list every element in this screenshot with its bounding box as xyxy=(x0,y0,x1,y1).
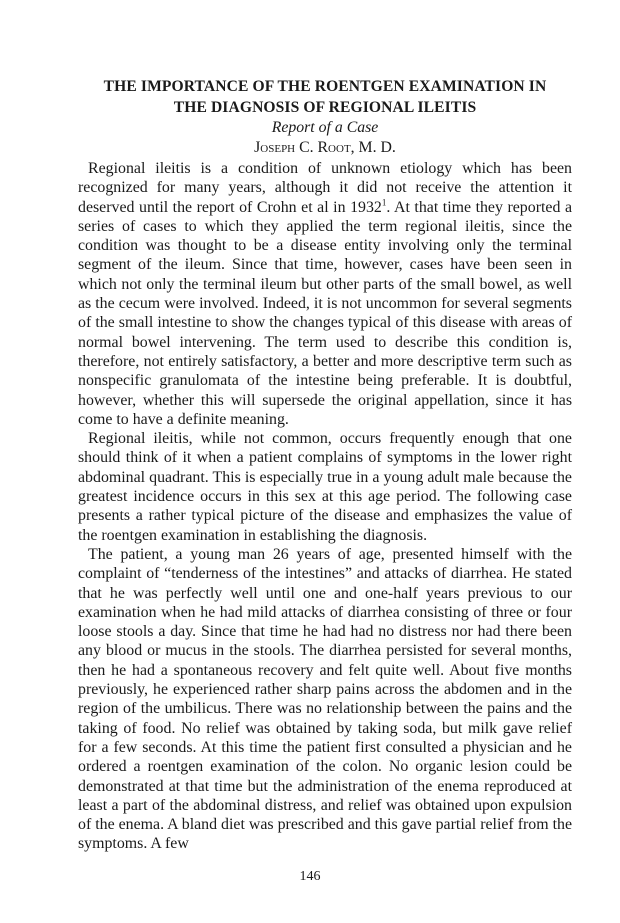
paragraph-1 xyxy=(78,159,572,429)
page-number: 146 xyxy=(299,869,321,884)
reference-marker: 1 xyxy=(381,197,387,208)
title-line-2: THE DIAGNOSIS OF REGIONAL ILEITIS xyxy=(173,99,477,116)
paragraph-3: The patient, a young man 26 years of age, presented himself with the complaint of “tenderness of the intestines” and attacks of diarrhea. He stated that he was perfectly well until one and one-half years previous to our examination when he had mild attacks of diarrhea consisting of three or four loose stools a day. Since that time he had had no distress nor had there been any blood or mucus in the stools. The diarrhea persisted for several months, then he had a spontaneous recovery and felt quite well. About five months previously, he experienced rather sharp pains across the abdomen and in the region of the umbilicus. There was no relationship between the pains and the taking of food. No relief was obtained by taking soda, but milk gave relief for a few seconds. At this time the patient first consulted a physician and he ordered a roentgen examination of the colon. No organic lesion could be demonstrated at that time but the administration of the enema reproduced at least a part of the abdominal distress, and relief was obtained upon expulsion of the enema. A bland diet was prescribed and this gave partial relief from the symptoms. A few xyxy=(78,545,572,853)
article xyxy=(78,76,572,854)
paragraph-1-text-a: Regional ileitis is a condition of unknown etiology which has been recognized for many years, although it did not receive the attention it deserved until the report of Crohn et al in 1932 xyxy=(78,160,572,216)
paragraph-2: Regional ileitis, while not common, occurs frequently enough that one should think of it when a patient complains of symptoms in the lower right abdominal quadrant. This is especially true in a young adult male because the greatest incidence occurs in this sex at this age period. The following case presents a rather typical picture of the disease and emphasizes the value of the roentgen examination in establishing the diagnosis. xyxy=(78,430,572,544)
paragraph-1-text-b: . At that time they reported a series of cases to which they applied the term regional ileitis, since the condition was thought to be a disease entity involving only the terminal segment of the ileum. Since that time, however, cases have been seen in which not only the terminal ileum but other parts of the small bowel, as well as the cecum were involved. Indeed, it is not uncommon for several segments of the small intestine to show the changes typical of this disease with areas of normal bowel intervening. The term used to describe this condition is, therefore, not entirely satisfactory, a better and more descriptive term such as nonspecific granulomata of the intestine being preferable. It is doubtful, however, whether this will supersede the original appellation, since it has come to have a definite meaning. xyxy=(78,198,572,428)
article-subtitle: Report of a Case xyxy=(271,119,379,136)
title-line-1: THE IMPORTANCE OF THE ROENTGEN EXAMINATION IN xyxy=(103,78,547,95)
article-author: Joseph C. Root, M. D. xyxy=(254,139,396,156)
article-title xyxy=(78,76,572,118)
